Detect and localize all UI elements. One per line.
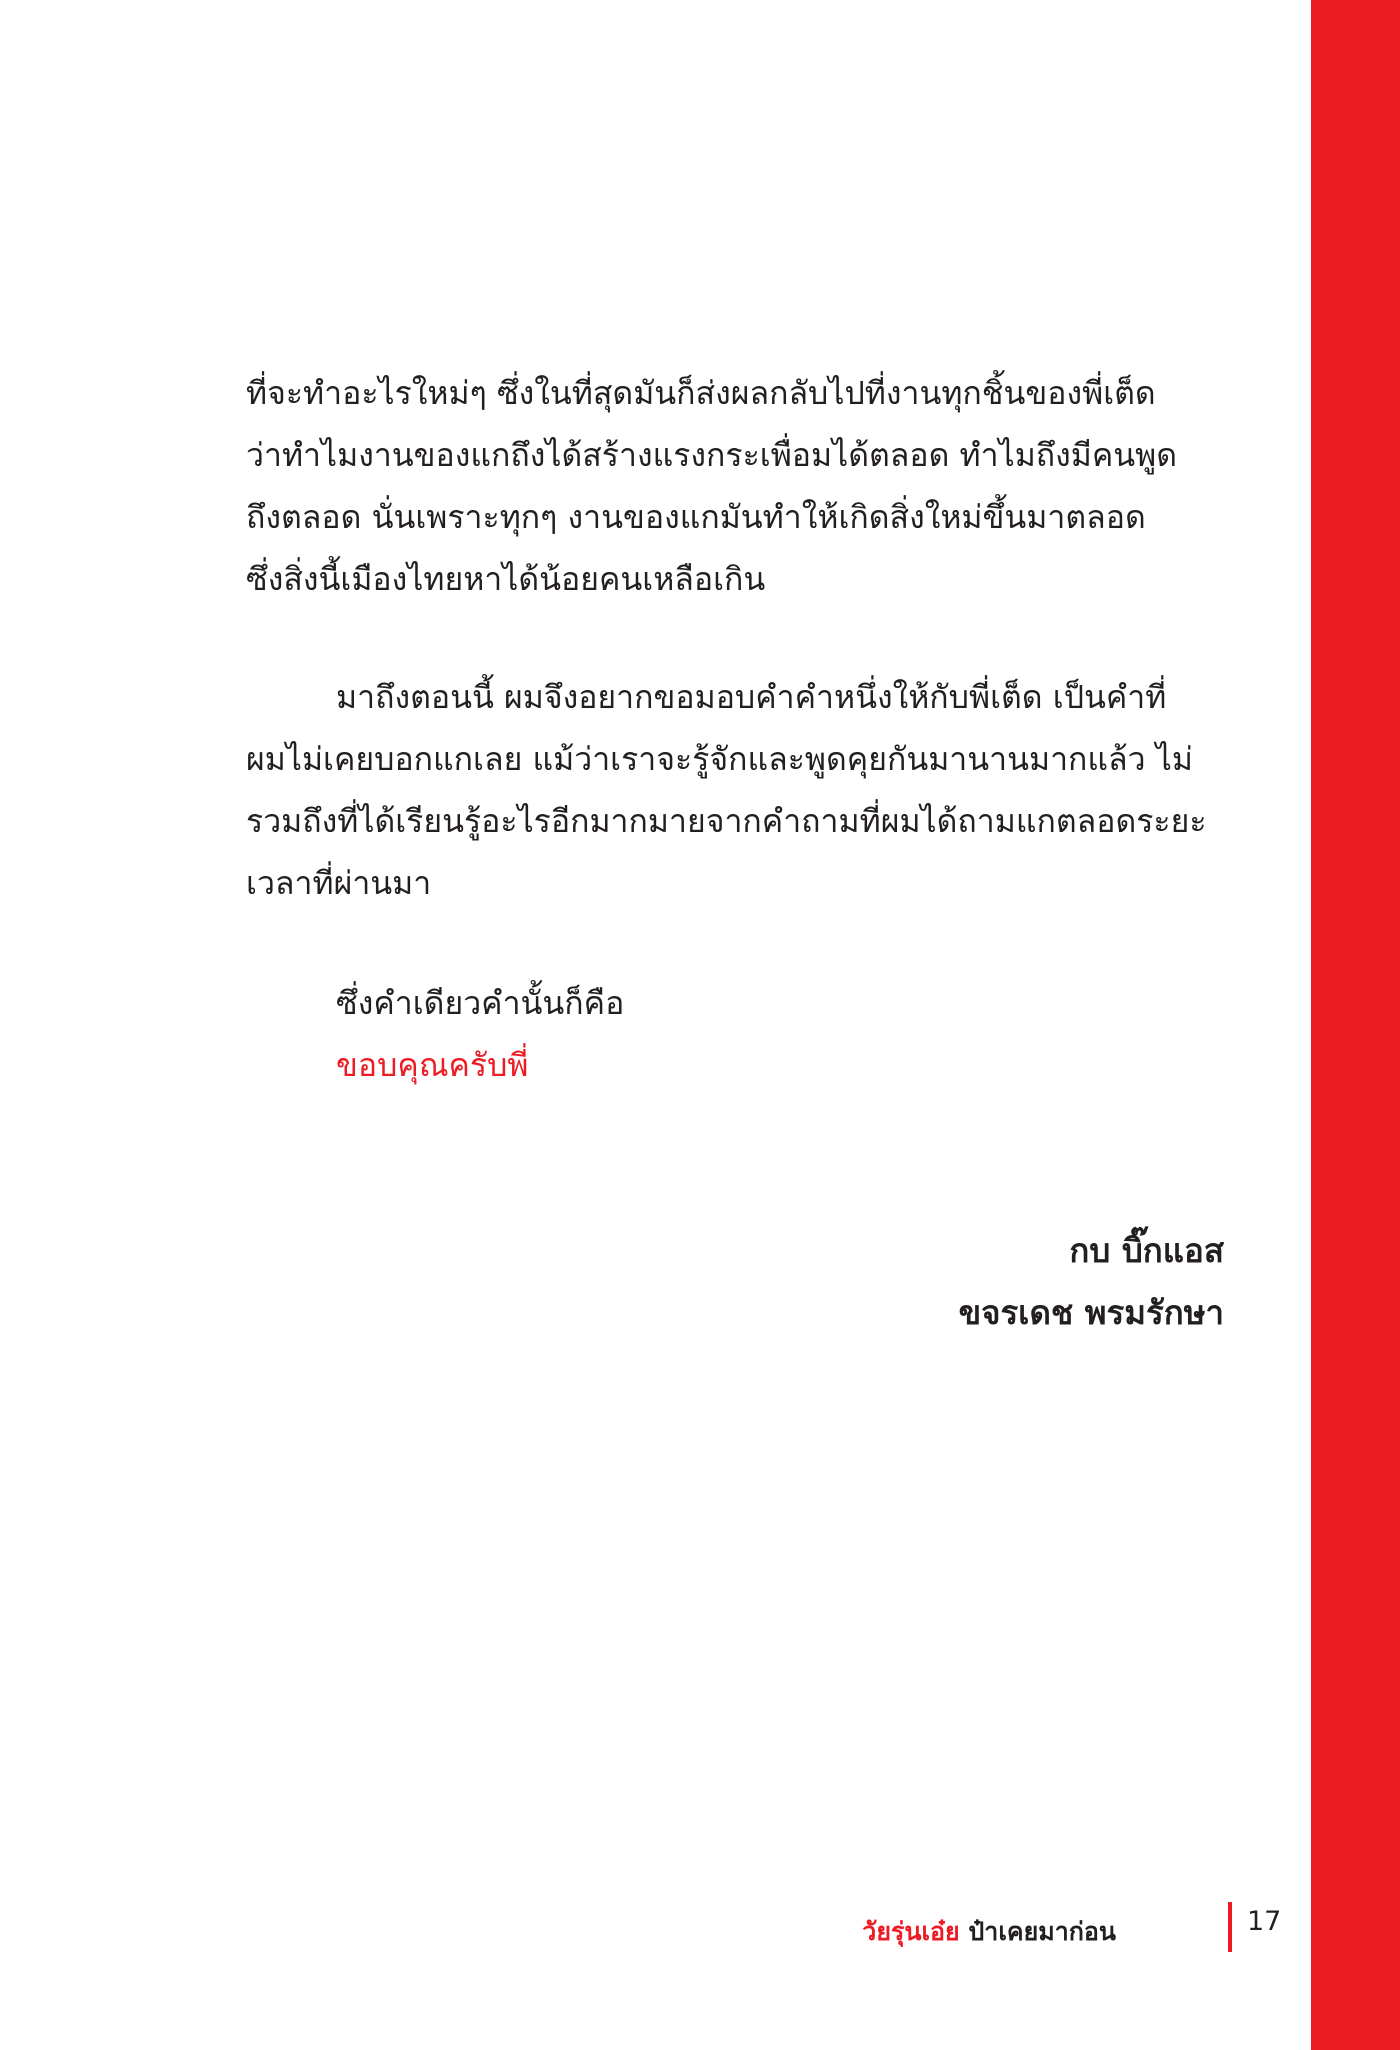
signature-fullname: ขจรเดช พรมรักษา (958, 1293, 1224, 1332)
paragraph-2-line: รวมถึงที่ได้เรียนรู้อะไรอีกมากมายจากคำถามที่ผมได้ถามแกตลอดระยะ (246, 802, 1207, 840)
paragraph-2-line: ผมไม่เคยบอกแกเลย แม้ว่าเราจะรู้จักและพูดคุยกันมานานมากแล้ว ไม่ (246, 740, 1193, 778)
signature-nickname: กบ บิ๊กแอส (1069, 1231, 1224, 1270)
page-number: 17 (1247, 1906, 1282, 1937)
paragraph-2 (246, 666, 1226, 914)
paragraph-1-line: ถึงตลอด นั่นเพราะทุกๆ งานของแกมันทำให้เกิดสิ่งใหม่ขึ้นมาตลอด (246, 498, 1146, 536)
paragraph-1 (246, 362, 1226, 610)
paragraph-1-line: ซึ่งสิ่งนี้เมืองไทยหาได้น้อยคนเหลือเกิน (246, 560, 766, 598)
book-title (862, 1912, 1116, 1952)
closing-line: ซึ่งคำเดียวคำนั้นก็คือ (336, 984, 625, 1022)
paragraph-2-line: มาถึงตอนนี้ ผมจึงอยากขอมอบคำคำหนึ่งให้กับพี่เต็ด เป็นคำที่ (336, 678, 1167, 716)
red-side-band (1311, 0, 1400, 2050)
book-title-red: วัยรุ่นเอ๋ย (862, 1917, 960, 1946)
footer-divider (1228, 1902, 1232, 1952)
page-footer (862, 1908, 1280, 1968)
thank-you-line: ขอบคุณครับพี่ (336, 1046, 529, 1084)
paragraph-1-line: ที่จะทำอะไรใหม่ๆ ซึ่งในที่สุดมันก็ส่งผลกลับไปที่งานทุกชิ้นของพี่เต็ด (246, 374, 1156, 412)
signature-block (959, 1220, 1224, 1344)
paragraph-1-line: ว่าทำไมงานของแกถึงได้สร้างแรงกระเพื่อมได้ตลอด ทำไมถึงมีคนพูด (246, 436, 1178, 474)
book-title-black: ป๋าเคยมาก่อน (959, 1917, 1116, 1946)
paragraph-2-line: เวลาที่ผ่านมา (246, 864, 432, 902)
paragraph-3 (336, 972, 1316, 1096)
